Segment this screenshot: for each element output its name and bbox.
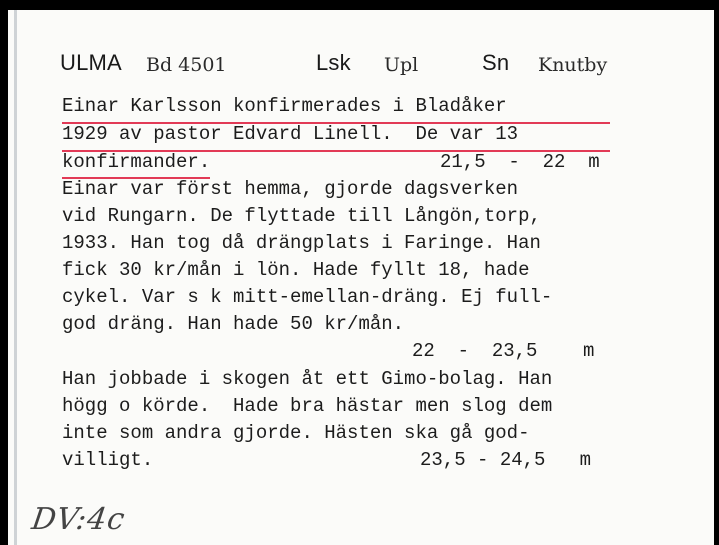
text-line-1: Einar Karlsson konfirmerades i Bladåker [62,95,507,117]
text-line-12: högg o körde. Hade bra hästar men slog dem [62,395,553,417]
meter-range-1: 21,5 - 22 m [440,151,600,173]
meter-range-3: 23,5 - 24,5 m [420,449,592,471]
sn-label: Sn [482,50,510,75]
lsk-value: Upl [384,54,419,76]
sn-value: Knutby [538,54,608,76]
archive-card [8,10,714,545]
text-line-9: god dräng. Han hade 50 kr/mån. [62,313,405,335]
lsk-label: Lsk [316,50,351,75]
text-line-11: Han jobbade i skogen åt ett Gimo-bolag. Han [62,368,553,390]
text-line-3: konfirmander. [62,151,211,173]
text-line-5: vid Rungarn. De flyttade till Långön,torp, [62,205,541,227]
text-line-4: Einar var först hemma, gjorde dagsverken [62,178,519,200]
meter-range-2: 22 - 23,5 m [412,340,595,362]
archive-label: ULMA [60,50,122,75]
text-line-2: 1929 av pastor Edvard Linell. De var 13 [62,123,519,145]
handwritten-signature: DV:4c [29,502,128,537]
text-line-6: 1933. Han tog då drängplats i Faringe. Han [62,232,541,254]
text-line-7: fick 30 kr/mån i lön. Hade fyllt 18, hade [62,259,530,281]
text-line-14: villigt. [62,449,154,471]
text-line-13: inte som andra gjorde. Hästen ska gå god- [62,422,530,444]
card-margin-rule [14,10,17,545]
text-line-8: cykel. Var s k mitt-emellan-dräng. Ej full- [62,286,553,308]
archive-value: Bd 4501 [146,54,227,76]
